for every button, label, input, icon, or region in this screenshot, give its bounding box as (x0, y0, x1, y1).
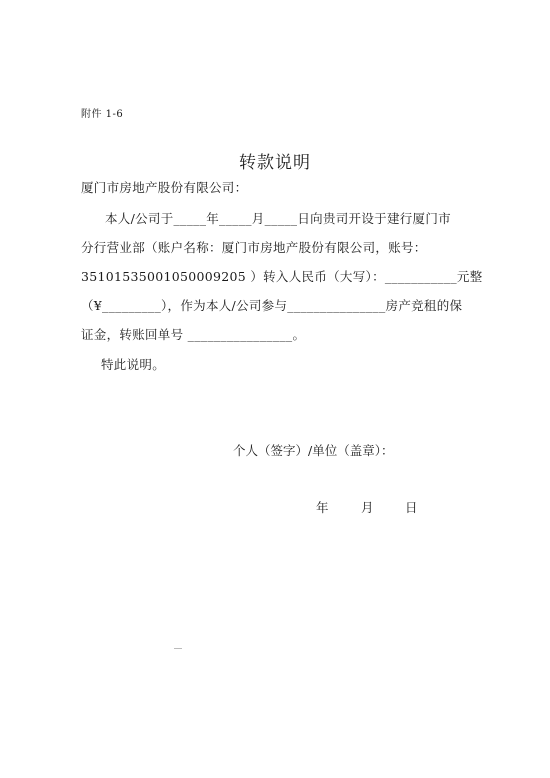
body-line-4: 35101535001050009205 ）转入人民币（大写）：___________元整 (81, 269, 483, 284)
attachment-number: 附件 1-6 (81, 109, 124, 120)
date-day: 日 (405, 500, 418, 515)
date-month: 月 (361, 500, 374, 515)
scan-mark (174, 648, 182, 649)
body-line-5: （¥_________），作为本人/公司参与_______________房产竞租的保 (81, 298, 463, 313)
body-line-2: 本人/公司于_____年_____月_____日向贵司开设于建行厦门市 (105, 211, 451, 226)
closing-statement: 特此说明。 (101, 357, 166, 372)
salutation: 厦门市房地产股份有限公司： (81, 180, 248, 195)
signature-label: 个人（签字）/单位（盖章）： (233, 443, 394, 458)
date-year: 年 (316, 500, 329, 515)
body-line-3: 分行营业部（账户名称：厦门市房地产股份有限公司，账号： (81, 240, 427, 255)
body-line-6: 证金，转账回单号 ________________。 (81, 327, 306, 342)
document-title: 转款说明 (239, 153, 311, 173)
